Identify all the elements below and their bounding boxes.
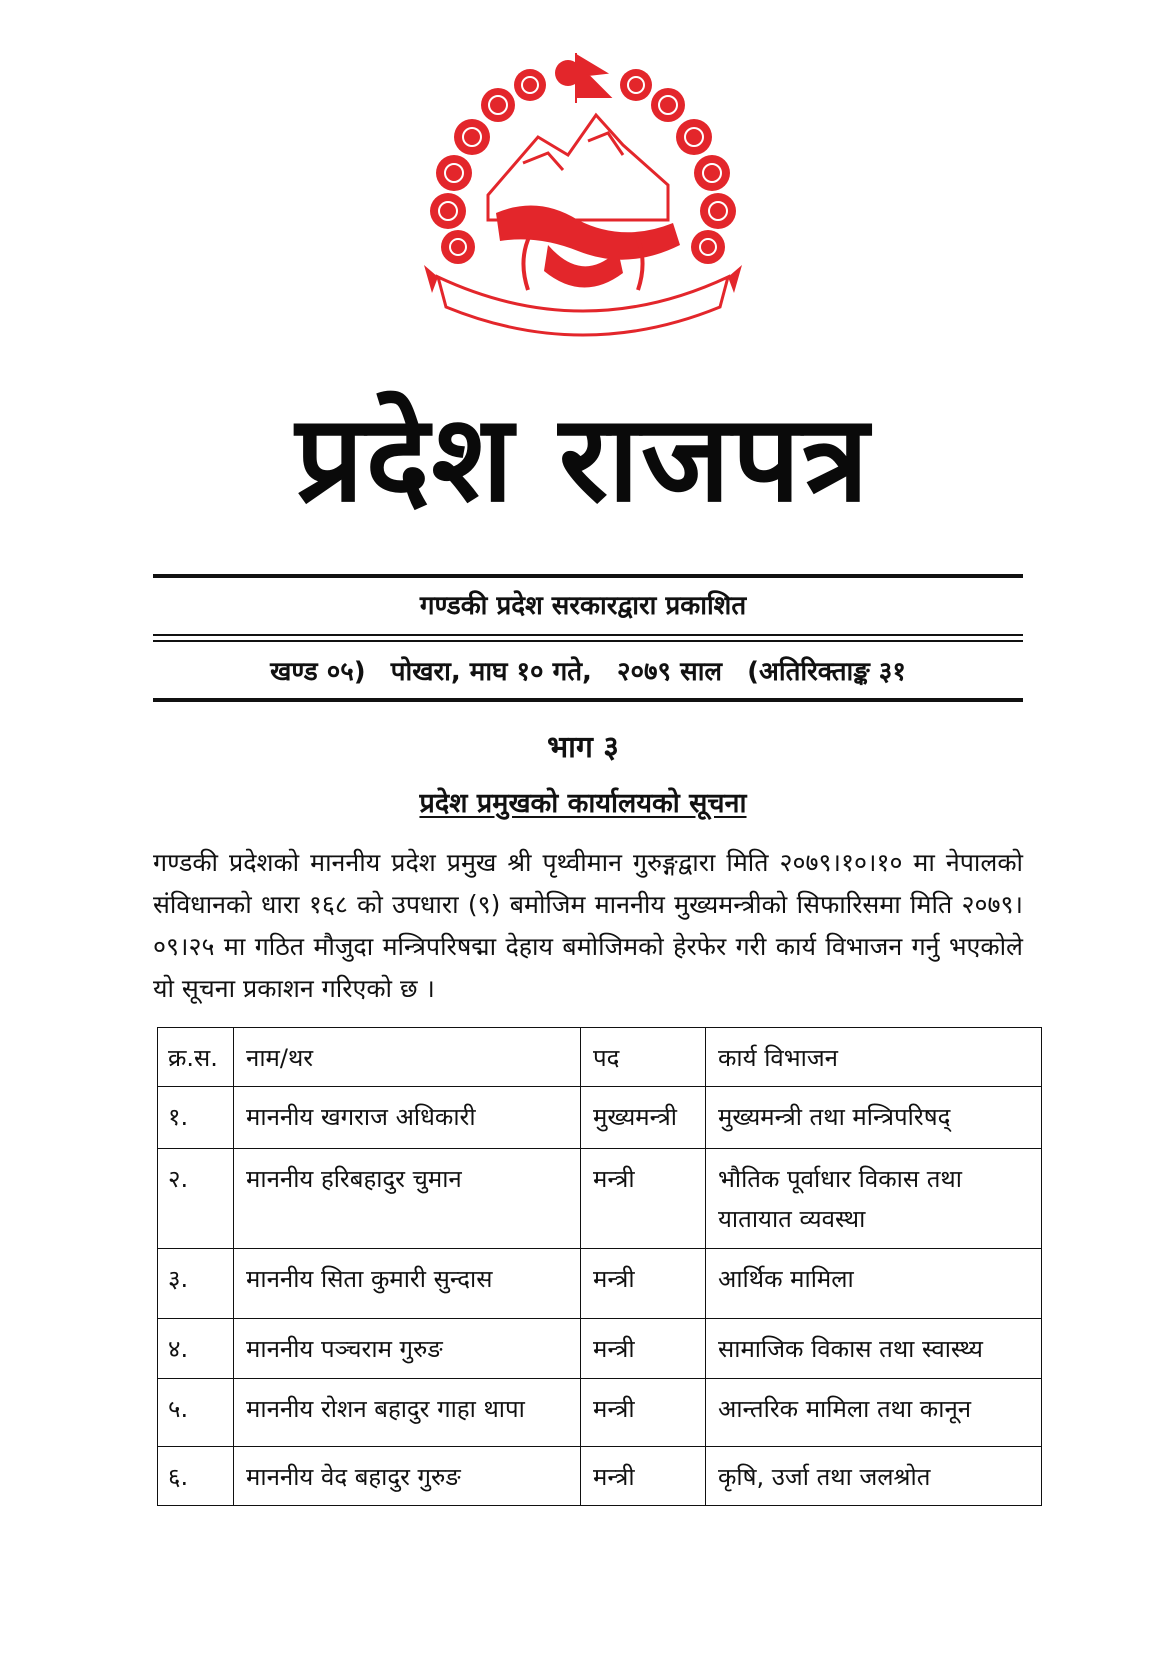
issue-line xyxy=(153,654,1023,690)
issue-extra-number: (अतिरिक्ताङ्क ३१ xyxy=(747,657,906,687)
table-row xyxy=(158,1447,1042,1506)
cell-serial: ३. xyxy=(158,1249,234,1319)
cell-portfolio: भौतिक पूर्वाधार विकास तथा यातायात व्यवस्था xyxy=(706,1149,1042,1249)
cell-post: मन्त्री xyxy=(581,1249,706,1319)
gazette-title: प्रदेश राजपत्र xyxy=(295,390,871,529)
cell-post: मन्त्री xyxy=(581,1447,706,1506)
notice-title xyxy=(0,785,1166,823)
cell-portfolio: आन्तरिक मामिला तथा कानून xyxy=(706,1379,1042,1447)
cell-name: माननीय वेद बहादुर गुरुङ xyxy=(234,1447,581,1506)
portfolio-table xyxy=(157,1027,1042,1506)
state-emblem-icon xyxy=(418,45,748,345)
cell-name: माननीय सिता कुमारी सुन्दास xyxy=(234,1249,581,1319)
cell-portfolio: मुख्यमन्त्री तथा मन्त्रिपरिषद् xyxy=(706,1087,1042,1149)
header-name: नाम/थर xyxy=(234,1028,581,1087)
table-row xyxy=(158,1319,1042,1379)
issue-place-date: पोखरा, माघ १० गते, xyxy=(390,657,592,687)
cell-serial: १. xyxy=(158,1087,234,1149)
cell-name: माननीय खगराज अधिकारी xyxy=(234,1087,581,1149)
issue-volume: खण्ड ०५) xyxy=(270,657,366,687)
header-portfolio: कार्य विभाजन xyxy=(706,1028,1042,1087)
cell-post: मन्त्री xyxy=(581,1149,706,1249)
cell-name: माननीय पञ्चराम गुरुङ xyxy=(234,1319,581,1379)
cell-portfolio: सामाजिक विकास तथा स्वास्थ्य xyxy=(706,1319,1042,1379)
notice-body: गण्डकी प्रदेशको माननीय प्रदेश प्रमुख श्री पृथ्वीमान गुरुङ्गद्वारा मिति २०७९।१०।१० मा नेपालको संविधानको धारा १६८ को उपधारा (९) बमोजिम माननीय मुख्यमन्त्रीको सिफारिसमा मिति २०७९।०९।२५ मा गठित मौजुदा मन्त्रिपरिषद्मा देहाय बमोजिमको हेरफेर गरी कार्य विभाजन गर्नु भएकोले यो सूचना प्रकाशन गरिएको छ । xyxy=(153,848,1023,1003)
table-row xyxy=(158,1149,1042,1249)
publisher-line: गण्डकी प्रदेश सरकारद्वारा प्रकाशित xyxy=(419,591,747,621)
divider xyxy=(153,698,1023,702)
cell-serial: ६. xyxy=(158,1447,234,1506)
cell-name: माननीय रोशन बहादुर गाहा थापा xyxy=(234,1379,581,1447)
table-row xyxy=(158,1087,1042,1149)
table-row xyxy=(158,1379,1042,1447)
cell-post: मन्त्री xyxy=(581,1319,706,1379)
notice-title-text: प्रदेश प्रमुखको कार्यालयको सूचना xyxy=(419,788,747,819)
issue-year: २०७९ साल xyxy=(616,657,723,687)
cell-serial: ५. xyxy=(158,1379,234,1447)
cell-portfolio: कृषि, उर्जा तथा जलश्रोत xyxy=(706,1447,1042,1506)
cell-name: माननीय हरिबहादुर चुमान xyxy=(234,1149,581,1249)
divider xyxy=(153,634,1023,636)
header-serial: क्र.स. xyxy=(158,1028,234,1087)
part-heading: भाग ३ xyxy=(547,730,619,765)
cell-post: मन्त्री xyxy=(581,1379,706,1447)
cell-post: मुख्यमन्त्री xyxy=(581,1087,706,1149)
table-header-row xyxy=(158,1028,1042,1087)
header-post: पद xyxy=(581,1028,706,1087)
divider xyxy=(153,574,1023,578)
table-row xyxy=(158,1249,1042,1319)
cell-serial: २. xyxy=(158,1149,234,1249)
divider xyxy=(153,640,1023,642)
cell-serial: ४. xyxy=(158,1319,234,1379)
cell-portfolio: आर्थिक मामिला xyxy=(706,1249,1042,1319)
